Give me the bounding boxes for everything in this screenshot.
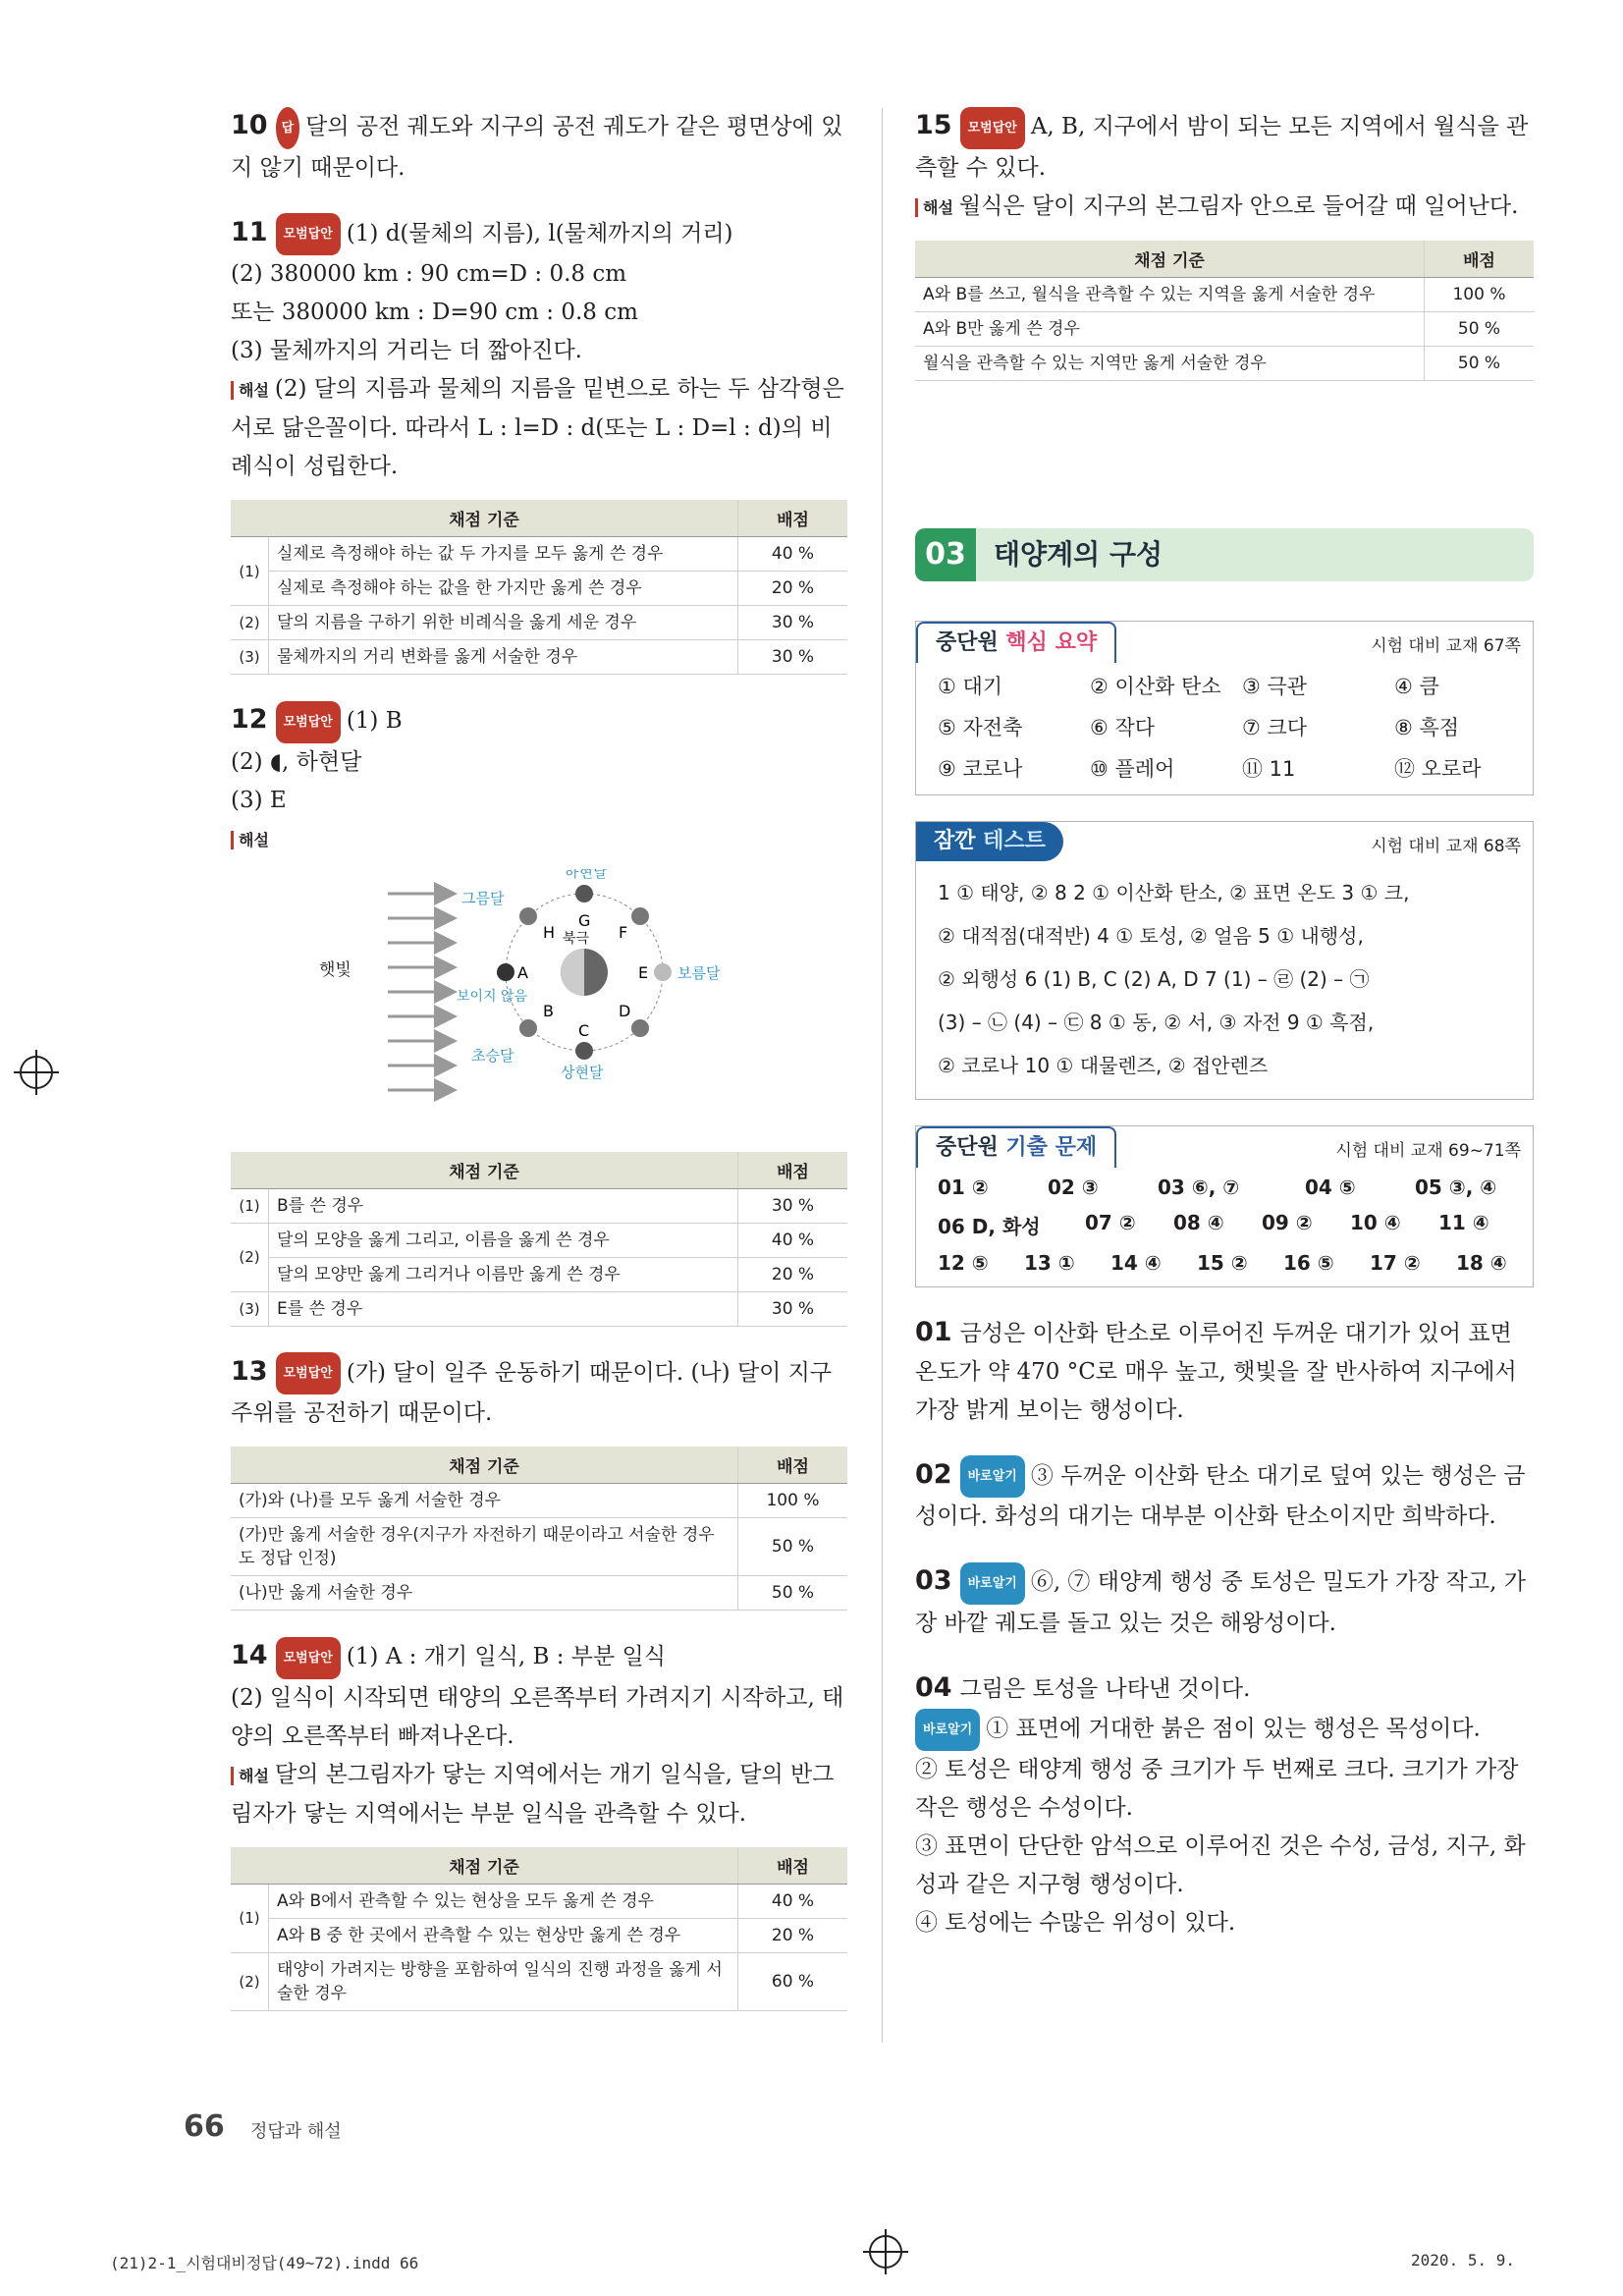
answer-line: (3) 물체까지의 거리는 더 짧아진다. <box>231 338 582 363</box>
section-header <box>915 528 1534 581</box>
explanation-text: 달의 본그림자가 닿는 지역에서는 개기 일식을, 달의 반그림자가 닿는 지역에서는 부분 일식을 관측할 수 있다. <box>231 1761 835 1827</box>
position-h: H <box>543 922 556 942</box>
explanation-01 <box>915 1313 1534 1430</box>
textbook-reference: 시험 대비 교재 67쪽 <box>1371 635 1521 656</box>
position-c: C <box>578 1020 590 1040</box>
table-row: (3) 물체까지의 거리 변화를 옳게 서술한 경우 30 % <box>231 640 847 675</box>
list-item: ⑨ 코로나 <box>938 756 1023 781</box>
full-moon-label: 보름달 <box>677 963 721 982</box>
answer-line: (1) A : 개기 일식, B : 부분 일식 <box>346 1644 666 1669</box>
list-item: ③ 극관 <box>1242 674 1308 698</box>
left-column <box>231 106 847 2037</box>
list-item: ① 대기 <box>938 674 1003 698</box>
print-date: 2020. 5. 9. <box>1411 2251 1515 2269</box>
sunlight-arrows <box>388 894 452 1090</box>
answer-14 <box>231 1636 847 2011</box>
table-row: (나)만 옳게 서술한 경우 50 % <box>231 1576 847 1611</box>
table-row: (1) 실제로 측정해야 하는 값 두 가지를 모두 옳게 쓴 경우 40 % <box>231 537 847 572</box>
registration-mark-icon <box>869 2235 902 2269</box>
question-number: 15 <box>915 110 952 140</box>
table-row: 실제로 측정해야 하는 값을 한 가지만 옳게 쓴 경우 20 % <box>231 572 847 606</box>
table-row: (가)와 (나)를 모두 옳게 서술한 경우 100 % <box>231 1484 847 1518</box>
moon-phase-diagram <box>270 869 781 1115</box>
answer-13 <box>231 1352 847 1612</box>
position-d: D <box>619 1001 631 1020</box>
position-b: B <box>543 1001 554 1020</box>
waning-crescent-label: 그믐달 <box>461 889 505 907</box>
north-pole-label: 북극 <box>563 930 590 947</box>
explanation-text: (2) 달의 지름과 물체의 지름을 밑변으로 하는 두 삼각형은 서로 닮은꼴이다. 따라서 L : l=D : d(또는 L : D=l : d)의 비례식이 성립한다. <box>231 376 844 479</box>
past-exam-box <box>915 1125 1534 1287</box>
table-row: (3) E를 쓴 경우 30 % <box>231 1291 847 1326</box>
answer-text: A, B, 지구에서 밤이 되는 모든 지역에서 월식을 관측할 수 있다. <box>915 114 1529 181</box>
quick-test-tag: 잠깐 테스트 <box>916 822 1063 861</box>
textbook-reference: 시험 대비 교재 68쪽 <box>1371 836 1521 856</box>
question-number: 10 <box>231 110 268 140</box>
question-number: 13 <box>231 1355 268 1387</box>
section-title: 태양계의 구성 <box>994 537 1163 571</box>
correction-badge: 바로알기 <box>960 1455 1025 1498</box>
table-row: A와 B를 쓰고, 월식을 관측할 수 있는 지역을 옳게 서술한 경우 100 % <box>915 277 1534 311</box>
explanation-text: 그림은 토성을 나타낸 것이다. <box>959 1675 1251 1702</box>
answer-line: (2) ◖, 하현달 <box>231 748 362 775</box>
explanation-text: ⑥, ⑦ 태양계 행성 중 토성은 밀도가 가장 작고, 가장 바깥 궤도를 돌고 있는 것은 해왕성이다. <box>915 1569 1526 1636</box>
list-item: ④ 큼 <box>1394 674 1439 698</box>
model-answer-badge: 모범답안 <box>276 1352 341 1394</box>
answer-line: (1) d(물체의 지름), l(물체까지의 거리) <box>346 220 733 246</box>
table-row: A와 B만 옳게 쓴 경우 50 % <box>915 311 1534 346</box>
list-item: ② 이산화 탄소 <box>1090 674 1221 698</box>
sunlight-label: 햇빛 <box>319 959 352 980</box>
explanation-04: 04 그림은 토성을 나타낸 것이다. 바로알기 ① 표면에 거대한 붉은 점이 있는 행성은 목성이다. ② 토성은 태양계 행성 중 크기가 두 번째로 크다. 크기가 가장 작은 행성은 수성이다. ③ 표면이 단단한 암석으로 이루어진 것은 수성, 금성, 지구, 화성과 같은 지구형 행성이다. ④ 토성에는 수많은 위성이 있다. <box>915 1671 1526 1936</box>
scoring-table <box>231 500 847 675</box>
explanation-label: 해설 <box>231 381 269 400</box>
table-row: A와 B 중 한 곳에서 관측할 수 있는 현상만 옳게 쓴 경우 20 % <box>231 1918 847 1952</box>
table-row: (2) 달의 모양을 옳게 그리고, 이름을 옳게 쓴 경우 40 % <box>231 1223 847 1257</box>
answer-11 <box>231 213 847 676</box>
question-number: 02 <box>915 1458 952 1490</box>
footer-label: 정답과 해설 <box>250 2121 342 2142</box>
score-header: 배점 <box>738 500 848 537</box>
table-row: 월식을 관측할 수 있는 지역만 옳게 서술한 경우 50 % <box>915 346 1534 380</box>
answer-text: (가) 달이 일주 운동하기 때문이다. (나) 달이 지구 주위를 공전하기 때문이다. <box>231 1359 833 1426</box>
position-g: G <box>578 910 591 930</box>
question-number: 14 <box>231 1640 268 1670</box>
answer-text: 달의 공전 궤도와 지구의 공전 궤도가 같은 평면상에 있지 않기 때문이다. <box>231 114 843 181</box>
position-e: E <box>638 962 649 982</box>
question-number: 11 <box>231 216 268 247</box>
crescent-label: 초승달 <box>471 1046 514 1065</box>
explanation-text: 월식은 달이 지구의 본그림자 안으로 들어갈 때 일어난다. <box>958 192 1519 219</box>
list-item: ⑧ 흑점 <box>1394 715 1460 739</box>
answer-line: (3) E <box>231 787 287 813</box>
explanation-label: 해설 <box>915 198 953 217</box>
correction-badge: 바로알기 <box>915 1709 980 1751</box>
list-item: ⑪ 11 <box>1242 756 1296 781</box>
question-number: 04 <box>915 1671 952 1703</box>
table-row: (가)만 옳게 서술한 경우(지구가 자전하기 때문이라고 서술한 경우도 정답 인정) 50 % <box>231 1518 847 1576</box>
print-file-slug: (21)2-1_시험대비정답(49~72).indd 66 <box>110 2254 419 2272</box>
quick-test-box <box>915 821 1534 1100</box>
answer-row: 06 D, 화성 07 ② 08 ④ 09 ② 10 ④ 11 ④ <box>938 1210 1489 1238</box>
answer-line: (2) 일식이 시작되면 태양의 오른쪽부터 가려지기 시작하고, 태양의 오른쪽부터 빠져나온다. <box>231 1684 844 1749</box>
section-number: 03 <box>915 528 976 581</box>
page-number: 66 <box>184 2109 225 2144</box>
answer-row: 12 ⑤ 13 ① 14 ④ 15 ② 16 ⑤ 17 ② 18 ④ <box>938 1250 1507 1275</box>
position-f: F <box>619 922 628 942</box>
answer-15 <box>915 106 1534 381</box>
model-answer-badge: 모범답안 <box>276 213 341 255</box>
list-item: ⑩ 플레어 <box>1090 756 1175 781</box>
summary-box <box>915 621 1534 795</box>
answer-badge: 답 <box>276 107 300 149</box>
new-moon-label: 보이지 않음 <box>457 988 528 1005</box>
list-item: ⑦ 크다 <box>1242 715 1308 739</box>
earth-day-side <box>561 949 584 996</box>
model-answer-badge: 모범답안 <box>960 107 1025 149</box>
answer-line: 또는 380000 km : D=90 cm : 0.8 cm <box>231 300 638 325</box>
list-item: ⑤ 자전축 <box>938 715 1023 739</box>
registration-mark-icon <box>20 1056 53 1089</box>
position-a: A <box>517 962 528 982</box>
explanation-text: 금성은 이산화 탄소로 이루어진 두꺼운 대기가 있어 표면 온도가 약 470 °C로 매우 높고, 햇빛을 잘 반사하여 지구에서 가장 밝게 보이는 행성이다. <box>915 1320 1517 1423</box>
past-exam-tag: 중단원 기출 문제 <box>916 1126 1116 1168</box>
answer-row: 01 ② 02 ③ 03 ⑥, ⑦ 04 ⑤ 05 ③, ④ <box>938 1175 1497 1199</box>
first-quarter-label: 상현달 <box>561 1063 604 1081</box>
textbook-reference: 시험 대비 교재 69~71쪽 <box>1335 1140 1521 1161</box>
explanation-02 <box>915 1455 1534 1537</box>
explanation-label: 해설 <box>231 831 269 849</box>
answer-line: (2) 380000 km : 90 cm=D : 0.8 cm <box>231 261 627 287</box>
table-row: 달의 모양만 옳게 그리거나 이름만 옳게 쓴 경우 20 % <box>231 1257 847 1291</box>
table-row: (2) 달의 지름을 구하기 위한 비례식을 옳게 세운 경우 30 % <box>231 606 847 640</box>
correction-badge: 바로알기 <box>960 1562 1025 1605</box>
explanation-label: 해설 <box>231 1767 269 1785</box>
answer-line: (1) B <box>346 708 403 734</box>
explanation-03 <box>915 1561 1534 1643</box>
list-item: ⑥ 작다 <box>1090 715 1156 739</box>
table-row: (2) 태양이 가려지는 방향을 포함하여 일식의 진행 과정을 옳게 서술한 경우 60 % <box>231 1952 847 2010</box>
scoring-table: 채점 기준 배점 (1) B를 쓴 경우 30 % (2) 달의 모양을 옳게 그리고, 이름을 옳게 쓴 경우 40 % 달의 모양만 옳게 그리거나 이름만 옳게 쓴 경우 20 % (3) E를 쓴 경우 30 % <box>231 1152 847 1327</box>
right-column <box>915 106 1534 1968</box>
answer-12 <box>231 700 847 1327</box>
question-number: 01 <box>915 1316 952 1347</box>
column-divider <box>882 108 883 2043</box>
question-number: 12 <box>231 704 268 735</box>
model-answer-badge: 모범답안 <box>276 1637 341 1679</box>
scoring-table: 채점 기준 배점 (가)와 (나)를 모두 옳게 서술한 경우 100 % (가)만 옳게 서술한 경우(지구가 자전하기 때문이라고 서술한 경우도 정답 인정) 50 % (나)만 옳게 서술한 경우 50 % <box>231 1447 847 1611</box>
table-row: (1) A와 B에서 관측할 수 있는 현상을 모두 옳게 쓴 경우 40 % <box>231 1884 847 1918</box>
summary-list <box>916 663 1533 794</box>
waning-half-label: 하현달 <box>565 868 608 881</box>
table-row: (1) B를 쓴 경우 30 % <box>231 1188 847 1223</box>
scoring-table: 채점 기준 배점 (1) A와 B에서 관측할 수 있는 현상을 모두 옳게 쓴 경우 40 % A와 B 중 한 곳에서 관측할 수 있는 현상만 옳게 쓴 경우 20 % (2) 태양이 가려지는 방향을 포함하여 일식의 진행 과정을 옳게 서술한 경우 60 % <box>231 1847 847 2011</box>
list-item: ⑫ 오로라 <box>1394 756 1482 781</box>
summary-tag: 중단원 핵심 요약 <box>916 622 1116 663</box>
scoring-table: 채점 기준 배점 A와 B를 쓰고, 월식을 관측할 수 있는 지역을 옳게 서술한 경우 100 % A와 B만 옳게 쓴 경우 50 % 월식을 관측할 수 있는 지역만 옳게 서술한 경우 50 % <box>915 241 1534 381</box>
explanation-text: ③ 두꺼운 이산화 탄소 대기로 덮여 있는 행성은 금성이다. 화성의 대기는 대부분 이산화 탄소이지만 희박하다. <box>915 1462 1526 1529</box>
question-number: 03 <box>915 1565 952 1596</box>
answer-10 <box>231 106 847 188</box>
model-answer-badge: 모범답안 <box>276 701 341 743</box>
quick-test-answers: 1 ① 태양, ② 8 2 ① 이산화 탄소, ② 표면 온도 3 ① 크, ② 대적점(대적반) 4 ① 토성, ② 얼음 5 ① 내행성, ② 외행성 6 (1) B, C (2) A, D 7 (1) – ㉣ (2) – ㉠ (3) – ㉡ (4) – ㉢ 8 ① 동, ② 서, ③ 자전 9 ① 흑점, ② 코로나 10 ① 대물렌즈, ② 접안렌즈 <box>938 880 1410 1077</box>
criteria-header: 채점 기준 <box>231 500 738 537</box>
